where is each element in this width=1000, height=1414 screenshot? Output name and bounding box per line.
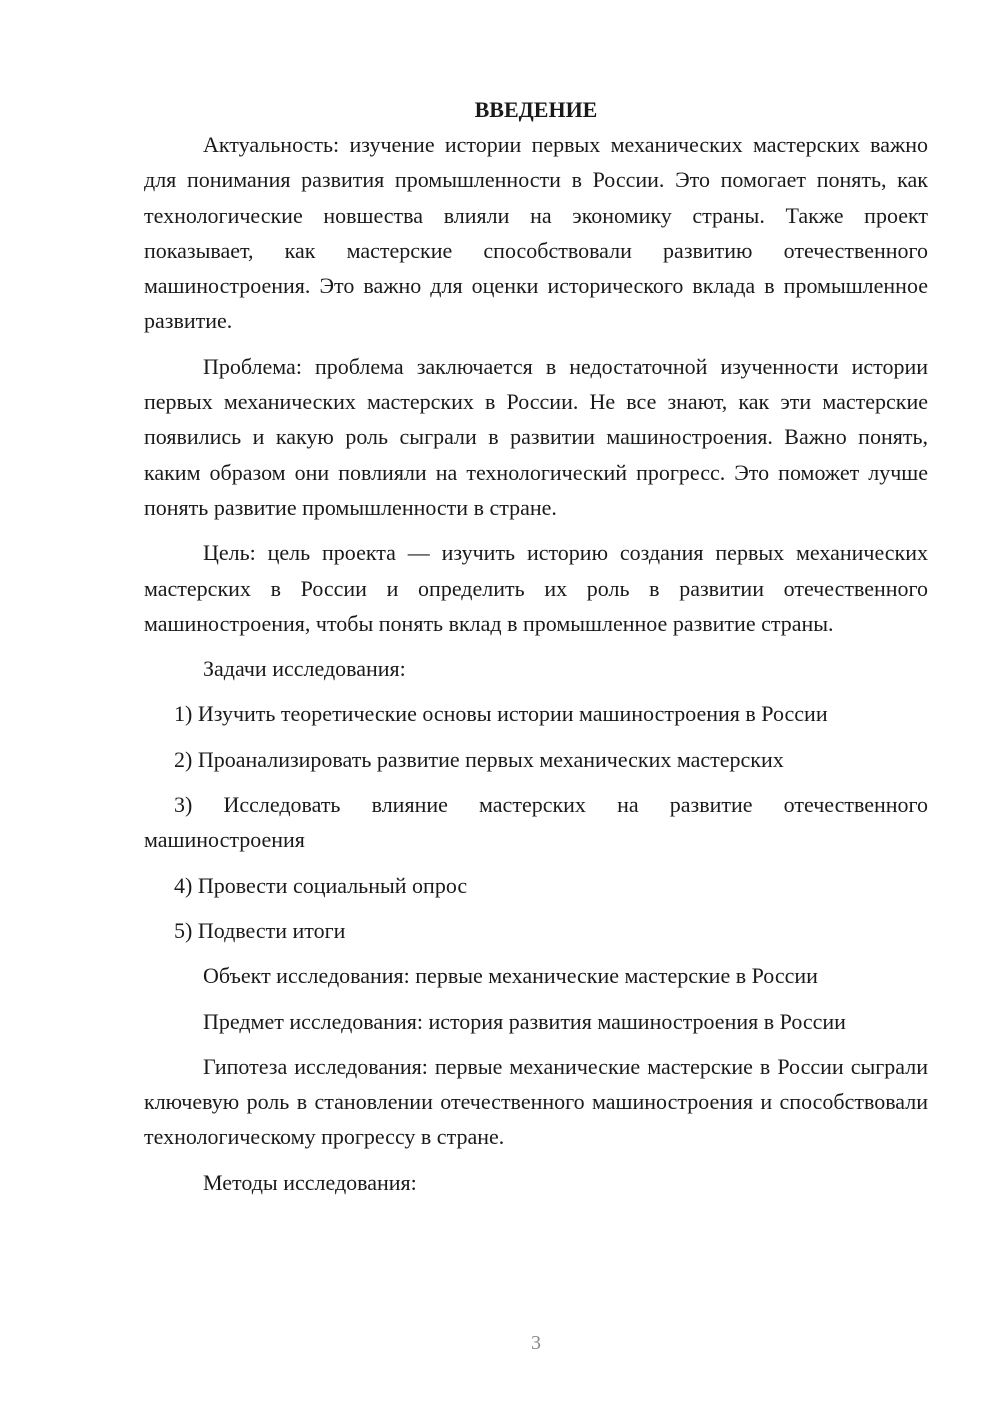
task-item-2: 2) Проанализировать развитие первых механических мастерских [174, 746, 784, 772]
section-title: ВВЕДЕНИЕ [474, 97, 598, 122]
methods-heading: Методы исследования: [203, 1169, 417, 1195]
task-item-4: 4) Провести социальный опрос [174, 872, 468, 898]
subject-paragraph: Предмет исследования: история развития машиностроения в России [203, 1008, 846, 1034]
problem-paragraph: Проблема: проблема заключается в недостаточной изученности истории первых механических мастерских в России. Не все знают, как эти мастерские появились и какую роль сыграли в развитии машиностроения. Важно понять, каким образом они повлияли на технологический прогресс. Это поможет лучше понять развитие промышленности в стране. [144, 353, 928, 520]
task-item-1: 1) Изучить теоретические основы истории машиностроения в России [174, 701, 828, 727]
document-page [144, 92, 928, 1210]
task-item-3: 3) Исследовать влияние мастерских на развитие отечественного машиностроения [144, 792, 928, 853]
goal-paragraph: Цель: цель проекта — изучить историю создания первых механических мастерских в России и определить их роль в развитии отечественного машиностроения, чтобы понять вклад в промышленное развитие страны. [144, 540, 928, 636]
tasks-heading: Задачи исследования: [203, 656, 406, 682]
task-item-5: 5) Подвести итоги [174, 917, 346, 943]
object-paragraph: Объект исследования: первые механические мастерские в России [203, 963, 818, 989]
hypothesis-paragraph: Гипотеза исследования: первые механические мастерские в России сыграли ключевую роль в становлении отечественного машиностроения и способствовали технологическому прогрессу в стране. [144, 1053, 928, 1150]
page-number: 3 [531, 1332, 541, 1354]
relevance-paragraph: Актуальность: изучение истории первых механических мастерских важно для понимания развития промышленности в России. Это помогает понять, как технологические новшества влияли на экономику страны. Также проект показывает, как мастерские способствовали развитию отечественного машиностроения. Это важно для оценки исторического вклада в промышленное развитие. [144, 132, 928, 334]
